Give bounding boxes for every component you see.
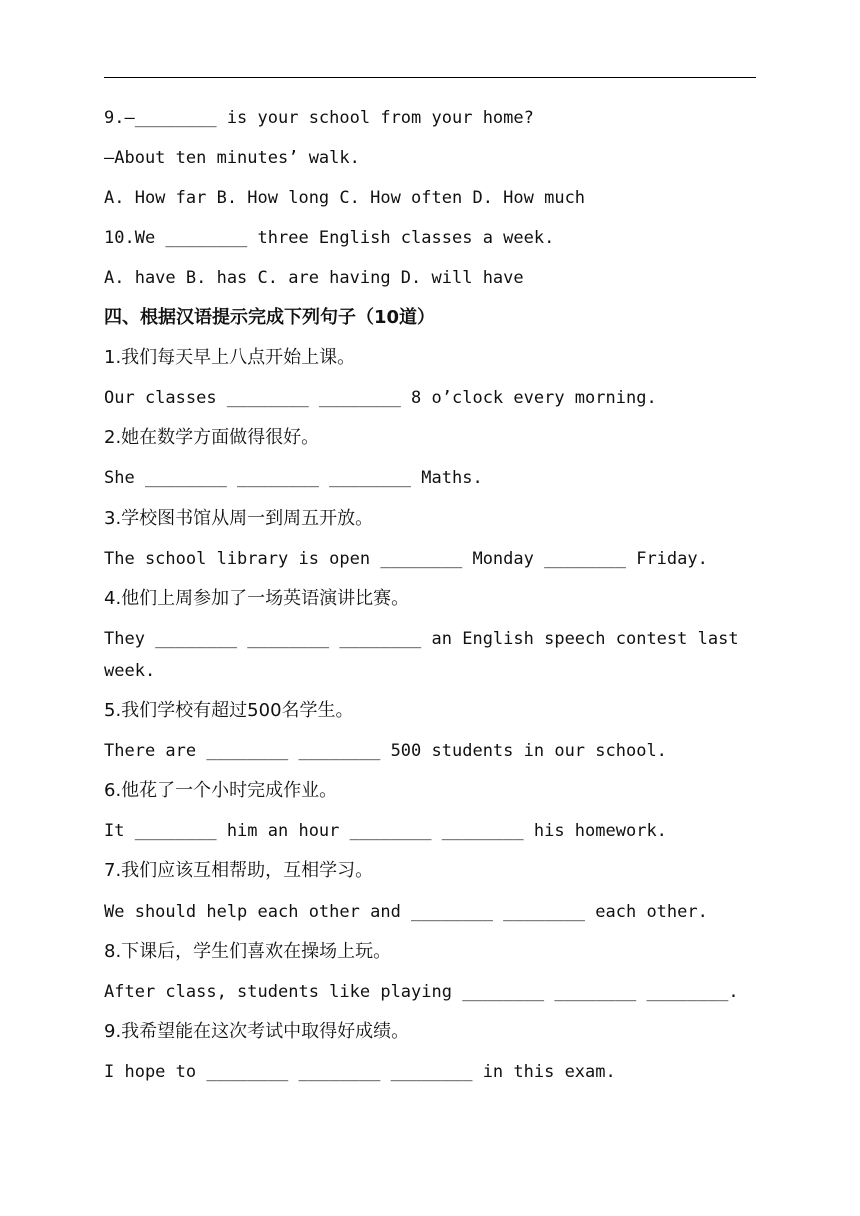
item4-english-continued: week. [104,661,156,681]
item5-chinese: 5.我们学校有超过500名学生。 [104,700,354,721]
q9-options: A. How far B. How long C. How often D. How much [104,188,586,208]
q10-question: 10.We ________ three English classes a week. [104,228,555,248]
item9-english: I hope to ________ ________ ________ in this exam. [104,1062,616,1082]
item7-english: We should help each other and ________ ________ each other. [104,902,708,922]
q9-question: 9.—________ is your school from your home? [104,108,534,128]
item9-chinese: 9.我希望能在这次考试中取得好成绩。 [104,1021,410,1042]
item6-chinese: 6.他花了一个小时完成作业。 [104,780,338,801]
item2-english: She ________ ________ ________ Maths. [104,468,483,488]
item8-english: After class, students like playing ________ ________ ________. [104,982,739,1002]
item7-chinese: 7.我们应该互相帮助，互相学习。 [104,860,374,881]
header-rule [104,77,756,78]
item2-chinese: 2.她在数学方面做得很好。 [104,427,320,448]
item4-chinese: 4.他们上周参加了一场英语演讲比赛。 [104,588,410,609]
section4-heading: 四、根据汉语提示完成下列句子（10道） [104,307,436,328]
item3-english: The school library is open ________ Monday ________ Friday. [104,549,708,569]
item3-chinese: 3.学校图书馆从周一到周五开放。 [104,508,374,529]
item5-english: There are ________ ________ 500 students in our school. [104,741,667,761]
item6-english: It ________ him an hour ________ ________ his homework. [104,821,667,841]
q10-options: A. have B. has C. are having D. will have [104,268,524,288]
item1-english: Our classes ________ ________ 8 o’clock every morning. [104,388,657,408]
item4-english: They ________ ________ ________ an English speech contest last [104,629,739,649]
item1-chinese: 1.我们每天早上八点开始上课。 [104,347,356,368]
item8-chinese: 8.下课后，学生们喜欢在操场上玩。 [104,941,392,962]
q9-answer: —About ten minutes’ walk. [104,148,360,168]
